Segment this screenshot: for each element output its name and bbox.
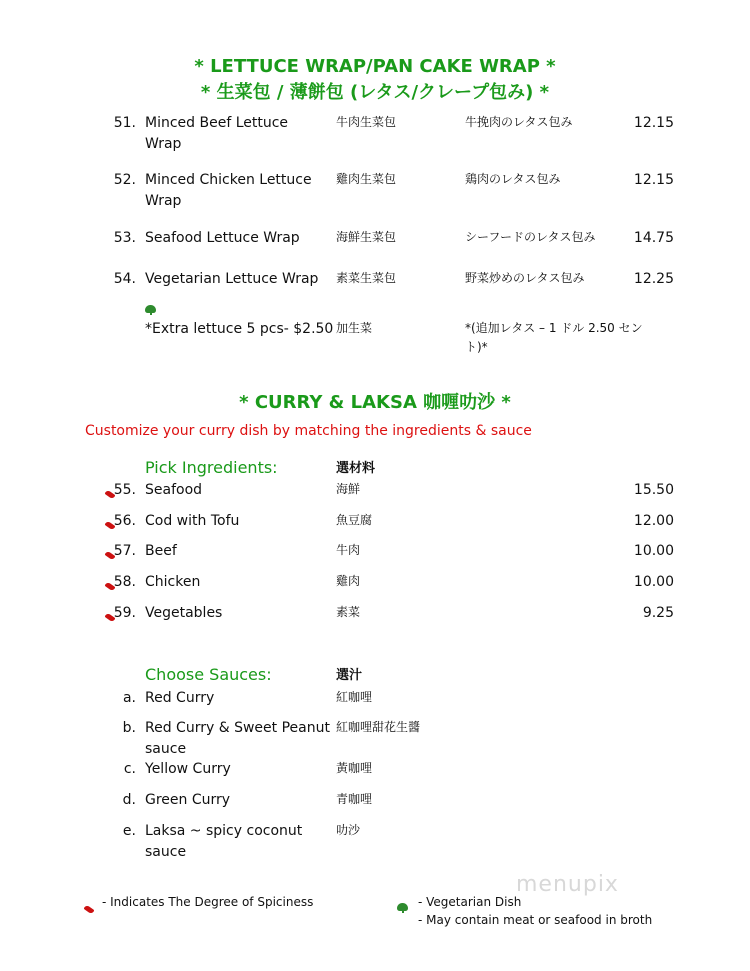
item-name-cn: 雞肉生菜包 [336,172,397,186]
sauce-name-en-line2: sauce [145,741,187,757]
item-name-cn: 魚豆腐 [336,513,373,527]
pick-ingredients-cn: 選材料 [336,461,376,476]
item-price: 9.25 [642,605,674,621]
item-name-jp: 牛挽肉のレタス包み [465,115,573,129]
item-name-en: Minced Beef Lettuce [145,115,289,131]
sauce-letter: c. [123,761,136,777]
sauce-name-cn: 青咖哩 [336,792,373,806]
item-name-cn: 海鮮生菜包 [336,230,397,244]
extra-lettuce-cn: 加生菜 [336,321,373,335]
sauce-name-en: Laksa ~ spicy coconut [145,823,303,839]
pick-ingredients-label: Pick Ingredients: [145,458,278,477]
item-name-jp: 鶏肉のレタス包み [465,172,561,186]
extra-lettuce-en: *Extra lettuce 5 pcs- $2.50 [145,321,334,337]
sauce-name-cn: 紅咖哩 [336,690,373,704]
vegetarian-icon [145,298,156,317]
item-price: 10.00 [633,543,674,559]
item-number: 55. [113,482,136,498]
item-price: 12.15 [633,115,674,131]
sauce-letter: b. [122,720,136,736]
section-title-lettuce-wrap: * LETTUCE WRAP/PAN CAKE WRAP * [194,56,556,77]
menupix-watermark: menupix [516,872,619,897]
item-name-en: Vegetables [145,605,223,621]
item-number: 51. [113,115,136,131]
item-name-cn: 牛肉生菜包 [336,115,397,129]
item-name-en: Vegetarian Lettuce Wrap [145,271,319,287]
item-name-en: Beef [145,543,177,559]
item-number: 53. [113,230,136,246]
item-number: 54. [113,271,136,287]
legend-spicy: - Indicates The Degree of Spiciness [102,895,314,909]
sauce-name-en-line2: sauce [145,844,187,860]
item-number: 57. [113,543,136,559]
item-price: 14.75 [633,230,674,246]
sauce-name-en: Green Curry [145,792,231,808]
item-name-cn: 牛肉 [336,543,361,557]
sauce-name-cn: 紅咖哩甜花生醬 [336,720,421,734]
item-name-en: Cod with Tofu [145,513,240,529]
sauce-name-en: Red Curry & Sweet Peanut [145,720,330,736]
item-name-jp: 野菜炒めのレタス包み [465,271,585,285]
item-price: 15.50 [633,482,674,498]
item-name-cn: 素菜 [336,605,361,619]
vegetarian-icon [397,896,408,915]
item-price: 12.00 [633,513,674,529]
section-title-curry-laksa: * CURRY & LAKSA 咖喱叻沙 * [239,392,511,413]
extra-lettuce-jp-line2: ト)* [465,340,488,354]
item-name-en: Seafood Lettuce Wrap [145,230,300,246]
curry-subtitle: Customize your curry dish by matching the ingredients & sauce [85,423,532,439]
item-price: 10.00 [633,574,674,590]
choose-sauces-label: Choose Sauces: [145,665,272,684]
item-name-en: Seafood [145,482,203,498]
item-number: 58. [113,574,136,590]
item-number: 52. [113,172,136,188]
sauce-name-cn: 黃咖哩 [336,761,373,775]
section-title-lettuce-wrap-cn: * 生菜包 / 薄餅包 (レタス/クレープ包み) * [200,82,550,103]
chili-icon [84,899,97,918]
sauce-name-en: Red Curry [145,690,215,706]
legend-broth-note: - May contain meat or seafood in broth [418,913,653,927]
sauce-letter: e. [122,823,136,839]
item-number: 56. [113,513,136,529]
sauce-letter: a. [122,690,136,706]
item-number: 59. [113,605,136,621]
item-name-cn: 雞肉 [336,574,361,588]
sauce-letter: d. [122,792,136,808]
extra-lettuce-jp: *(追加レタス – 1 ドル 2.50 セン [465,321,643,335]
item-name-cn: 海鮮 [336,482,361,496]
item-name-en-line2: Wrap [145,193,182,209]
item-name-en: Minced Chicken Lettuce [145,172,312,188]
legend-vegetarian: - Vegetarian Dish [418,895,522,909]
item-name-cn: 素菜生菜包 [336,271,397,285]
item-price: 12.25 [633,271,674,287]
sauce-name-cn: 叻沙 [336,823,361,837]
sauce-name-en: Yellow Curry [145,761,231,777]
item-price: 12.15 [633,172,674,188]
choose-sauces-cn: 選汁 [336,668,363,683]
item-name-en-line2: Wrap [145,136,182,152]
item-name-jp: シーフードのレタス包み [465,230,596,244]
item-name-en: Chicken [145,574,201,590]
